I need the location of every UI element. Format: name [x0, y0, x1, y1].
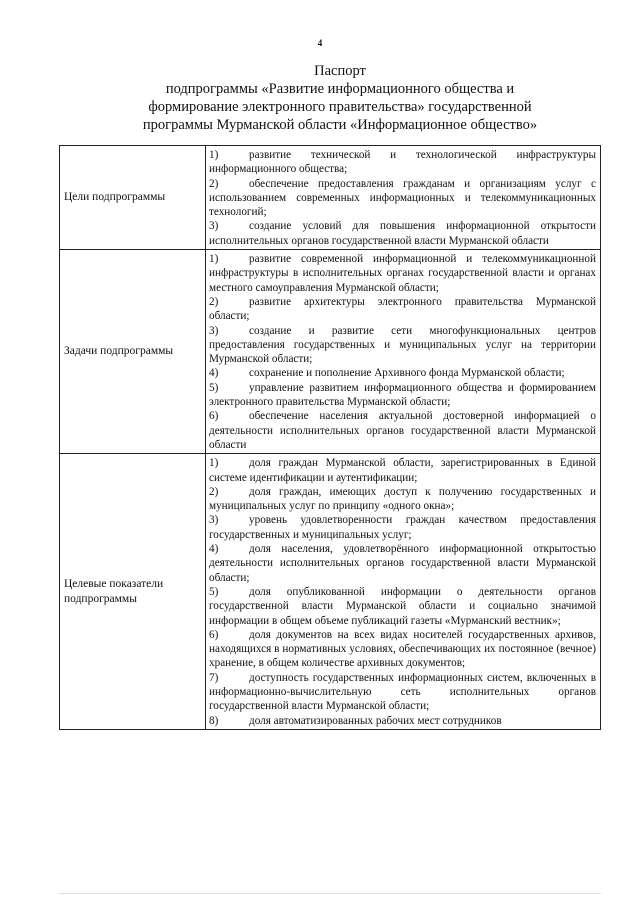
- item-text: доля опубликованной информации о деятельности органов государственной власти Мурманской области и социально значимой информации в общем объеме публикаций газеты «Мурманский вестник»;: [209, 585, 596, 627]
- row-content: [206, 454, 601, 730]
- item-text: доля населения, удовлетворённого информационной открытостью деятельности исполнительных органов государственной власти Мурманской области;: [209, 543, 596, 584]
- table-row: [60, 454, 601, 730]
- item-text: доля граждан, имеющих доступ к получению государственных и муниципальных услуг по принципу «одного окна»;: [209, 485, 596, 513]
- list-item: [209, 628, 596, 671]
- title-line: подпрограммы «Развитие информационного общества и: [165, 81, 515, 97]
- item-number: 1): [209, 457, 219, 470]
- title-line: программы Мурманской области «Информационное общество»: [142, 117, 538, 133]
- table-row: [60, 146, 601, 250]
- item-number: 2): [209, 177, 219, 190]
- item-text: доля автоматизированных рабочих мест сотрудников: [249, 714, 502, 727]
- item-number: 3): [209, 514, 219, 527]
- item-text: развитие архитектуры электронного правительства Мурманской области;: [209, 295, 596, 323]
- item-text: обеспечение предоставления гражданам и организациям услуг с использованием современных информационных и телекоммуникационных технологий;: [209, 177, 596, 219]
- table-row: [60, 250, 601, 454]
- list-item: [209, 219, 596, 248]
- item-text: доля граждан Мурманской области, зарегистрированных в Единой системе идентификации и аутентификации;: [209, 457, 596, 484]
- list-item: [209, 714, 596, 728]
- item-number: 2): [209, 295, 219, 308]
- item-number: 4): [209, 543, 219, 556]
- item-number: 7): [209, 671, 219, 684]
- list-item: [209, 513, 596, 542]
- item-number: 2): [209, 485, 219, 498]
- item-text: доступность государственных информационных систем, включенных в информационно-вычислительную сеть исполнительных органов государственной власти Мурманской области;: [209, 671, 596, 713]
- item-number: 6): [209, 410, 219, 423]
- title-line: формирование электронного правительства» государственной: [148, 99, 532, 115]
- item-text: развитие технической и технологической инфраструктуры информационного общества;: [209, 149, 596, 176]
- row-label: Цели подпрограммы: [60, 146, 206, 250]
- item-text: создание условий для повышения информационной открытости исполнительных органов государственной власти Мурманской области: [209, 220, 596, 247]
- item-number: 5): [209, 585, 219, 598]
- item-text: развитие современной информационной и телекоммуникационной инфраструктуры в исполнительных органах государственной власти и органах местного самоуправления Мурманской области;: [209, 253, 596, 294]
- item-number: 8): [209, 714, 219, 727]
- item-number: 1): [209, 253, 219, 266]
- list-item: [209, 485, 596, 514]
- item-number: 1): [209, 149, 219, 161]
- item-number: 5): [209, 381, 219, 394]
- item-text: обеспечение населения актуальной достоверной информацией о деятельности исполнительных органов государственной власти Мурманской области: [209, 410, 596, 451]
- item-text: доля документов на всех видах носителей государственных архивов, находящихся в нормативных условиях, обеспечивающих их постоянное (вечное) хранение, в общем количестве архивных документов;: [209, 628, 596, 670]
- item-number: 3): [209, 324, 219, 337]
- item-text: создание и развитие сети многофункциональных центров предоставления государственных и муниципальных услуг на территории Мурманской области;: [209, 324, 596, 366]
- passport-table: [59, 145, 601, 730]
- row-content: [206, 146, 601, 250]
- list-item: [209, 177, 596, 220]
- list-item: [209, 324, 596, 367]
- list-item: [209, 585, 596, 628]
- list-item: [209, 409, 596, 452]
- row-content: [206, 250, 601, 454]
- list-item: [209, 542, 596, 585]
- row-label: Целевые показатели подпрограммы: [60, 454, 206, 730]
- list-item: [209, 671, 596, 714]
- list-item: [209, 252, 596, 295]
- list-item: [209, 295, 596, 324]
- item-number: 3): [209, 220, 219, 233]
- item-text: управление развитием информационного общества и формированием электронного правительства Мурманской области;: [209, 381, 596, 409]
- item-number: 4): [209, 367, 219, 380]
- item-number: 6): [209, 628, 219, 641]
- list-item: [209, 381, 596, 410]
- page-edge-divider: [59, 893, 601, 894]
- list-item: [209, 148, 596, 177]
- title-line: Паспорт: [314, 63, 366, 79]
- page-number: 4: [317, 38, 323, 48]
- item-text: уровень удовлетворенности граждан качеством предоставления государственных и муниципальных услуг;: [209, 514, 596, 541]
- item-text: сохранение и пополнение Архивного фонда Мурманской области;: [249, 367, 565, 380]
- list-item: [209, 456, 596, 485]
- row-label: Задачи подпрограммы: [60, 250, 206, 454]
- document-title: [60, 62, 620, 134]
- list-item: [209, 366, 596, 380]
